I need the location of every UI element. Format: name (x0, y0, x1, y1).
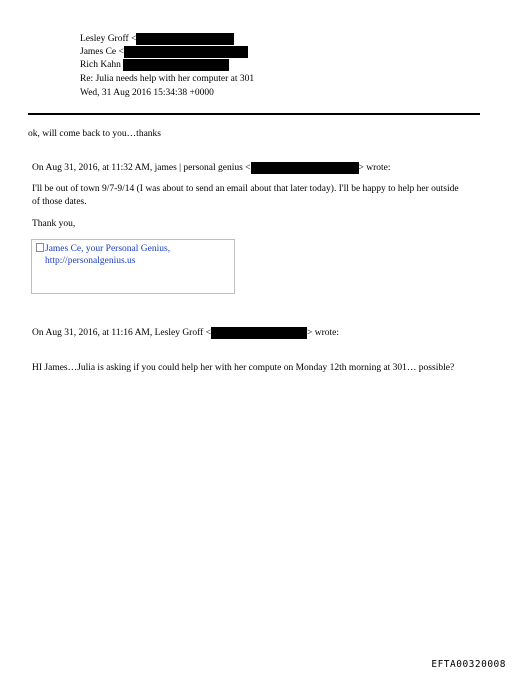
quote1-intro: On Aug 31, 2016, at 11:32 AM, james | personal genius < (32, 163, 251, 174)
quote2-text: HI James…Julia is asking if you could help her with her compute on Monday 12th morning at 301… possible? (32, 363, 455, 373)
quote2-intro: On Aug 31, 2016, at 11:16 AM, Lesley Groff < (32, 328, 211, 339)
redaction-box (123, 59, 229, 71)
from-value: Lesley Groff < (80, 34, 137, 45)
redaction-box (211, 327, 307, 339)
redaction-box (124, 46, 248, 58)
subject-value: Re: Julia needs help with her computer at 301 (80, 74, 255, 84)
quote2-wrote: > wrote: (306, 328, 339, 339)
broken-image-icon (36, 243, 44, 252)
quote2-intro-line (32, 327, 339, 339)
header-divider (28, 113, 480, 115)
quote1-text: I'll be out of town 9/7-9/14 (I was about to send an email about that later today). I'll be happy to help her outside of those dates. (32, 184, 459, 207)
document-id: EFTA00320008 (431, 659, 506, 670)
to-value: James Ce < (80, 47, 124, 58)
quote1-wrote: > wrote: (358, 163, 391, 174)
redaction-box (136, 33, 234, 45)
signature-image-link[interactable] (36, 243, 215, 267)
signature-image-alt: James Ce, your Personal Genius, http://personalgenius.us (45, 244, 171, 266)
cc-value: Rich Kahn (80, 60, 121, 71)
redaction-box (251, 162, 359, 174)
signature-image-box[interactable] (31, 239, 235, 294)
quote1-intro-line (32, 162, 391, 174)
date-value: Wed, 31 Aug 2016 15:34:38 +0000 (80, 88, 214, 98)
thanks-text: Thank you, (32, 219, 76, 229)
reply-line: ok, will come back to you…thanks (28, 129, 161, 139)
